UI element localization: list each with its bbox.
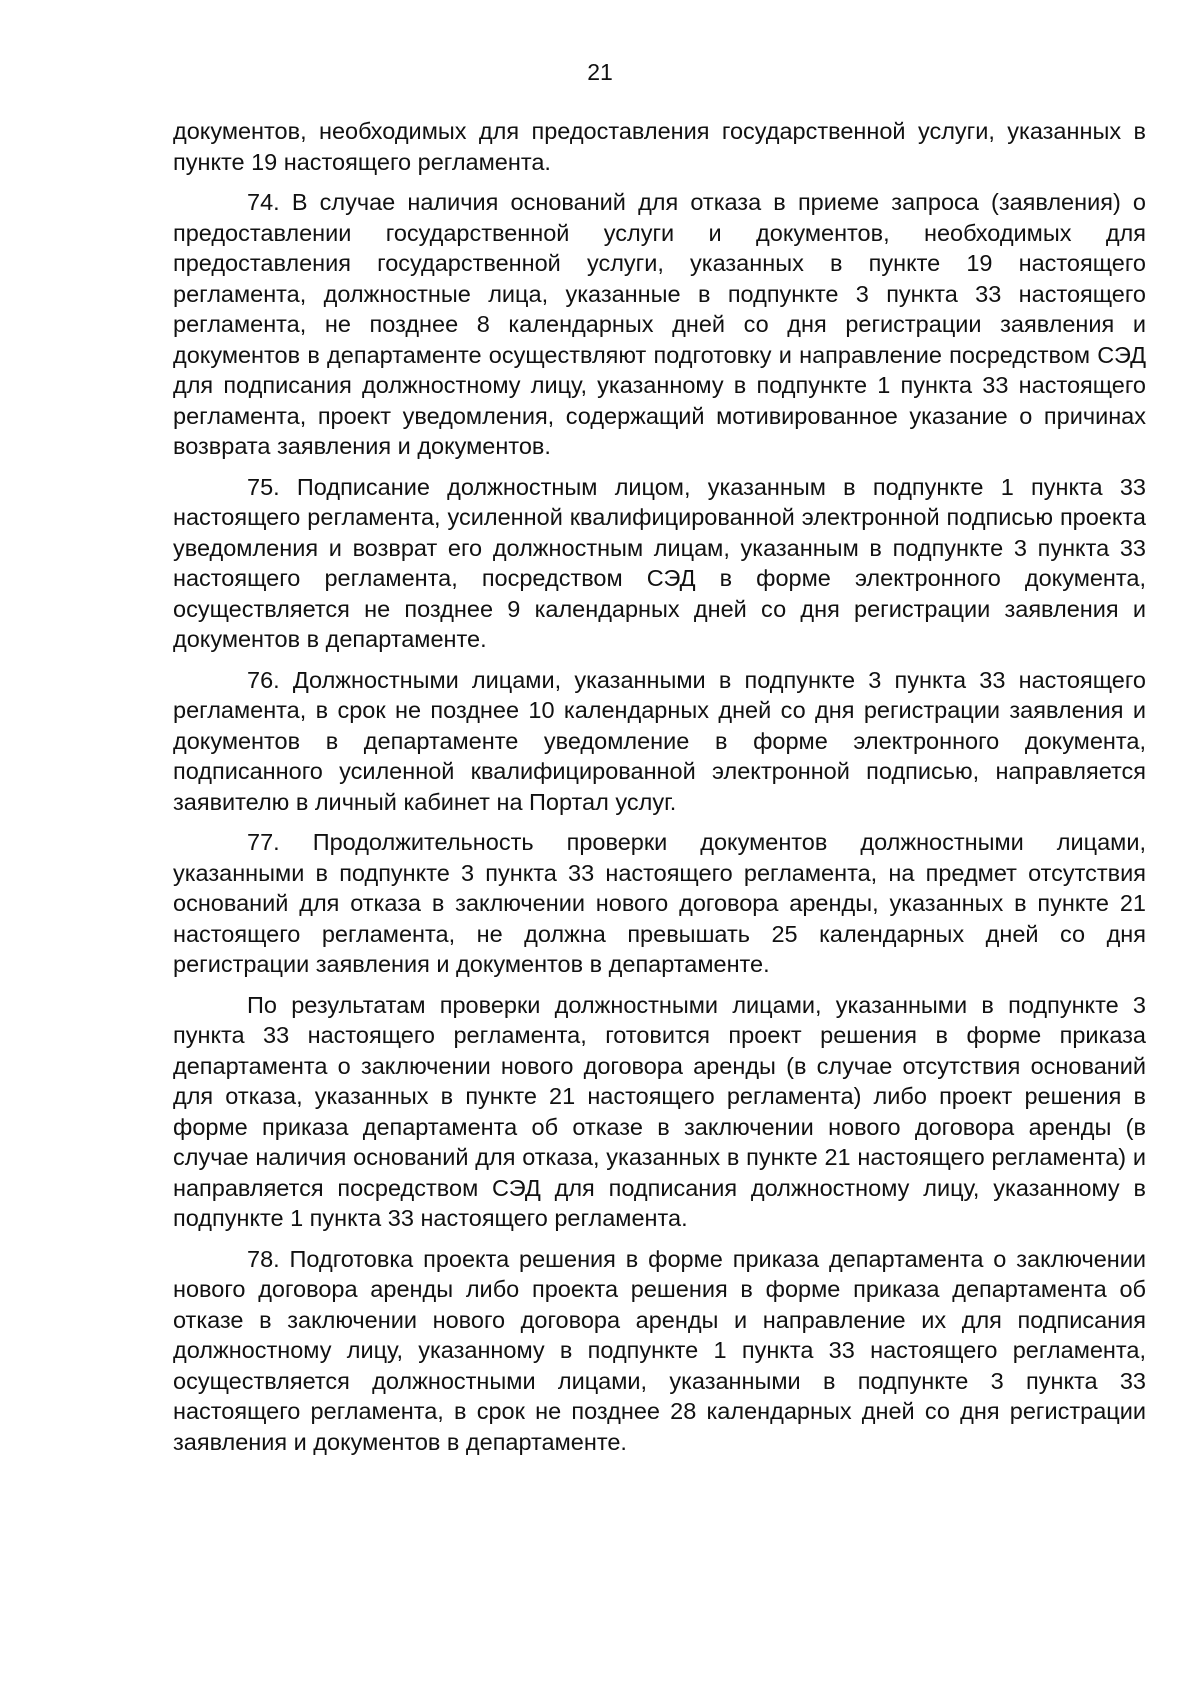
paragraph-76: 76. Должностными лицами, указанными в подпункте 3 пункта 33 настоящего регламента, в срок не позднее 10 календарных дней со дня регистрации заявления и документов в департаменте уведомление в форме электронного документа, подписанного усиленной квалифицированной электронной подписью, направляется заявителю в личный кабинет на Портал услуг. (173, 666, 1146, 815)
paragraph-78: 78. Подготовка проекта решения в форме приказа департамента о заключении нового договора аренды либо проекта решения в форме приказа департамента об отказе в заключении нового договора аренды и направление их для подписания должностному лицу, указанному в подпункте 1 пункта 33 настоящего регламента, осуществляется должностными лицами, указанными в подпункте 3 пункта 33 настоящего регламента, в срок не позднее 28 календарных дней со дня регистрации заявления и документов в департаменте. (173, 1245, 1146, 1455)
paragraph-75: 75. Подписание должностным лицом, указанным в подпункте 1 пункта 33 настоящего регламента, усиленной квалифицированной электронной подписью проекта уведомления и возврат его должностным лицам, указанным в подпункте 3 пункта 33 настоящего регламента, посредством СЭД в форме электронного документа, осуществляется не позднее 9 календарных дней со дня регистрации заявления и документов в департаменте. (173, 473, 1146, 652)
paragraph-77: 77. Продолжительность проверки документов должностными лицами, указанными в подпункте 3 пункта 33 настоящего регламента, на предмет отсутствия оснований для отказа в заключении нового договора аренды, указанных в пункте 21 настоящего регламента, не должна превышать 25 календарных дней со дня регистрации заявления и документов в департаменте. (173, 829, 1146, 977)
page-number: 21 (587, 59, 613, 85)
paragraph-74: 74. В случае наличия оснований для отказа в приеме запроса (заявления) о предоставлении государственной услуги и документов, необходимых для предоставления государственной услуги, указанных в пункте 19 настоящего регламента, должностные лица, указанные в подпункте 3 пункта 33 настоящего регламента, не позднее 8 календарных дней со дня регистрации заявления и документов в департаменте осуществляют подготовку и направление посредством СЭД для подписания должностному лицу, указанному в подпункте 1 пункта 33 настоящего регламента, проект уведомления, содержащий мотивированное указание о причинах возврата заявления и документов. (173, 189, 1146, 459)
document-body (173, 116, 1146, 1467)
paragraph-77-results: По результатам проверки должностными лицами, указанными в подпункте 3 пункта 33 настоящего регламента, готовится проект решения в форме приказа департамента о заключении нового договора аренды (в случае отсутствия оснований для отказа, указанных в пункте 21 настоящего регламента) либо проект решения в форме приказа департамента об отказе в заключении нового договора аренды (в случае наличия оснований для отказа, указанных в пункте 21 настоящего регламента) и направляется посредством СЭД для подписания должностному лицу, указанному в подпункте 1 пункта 33 настоящего регламента. (173, 991, 1146, 1231)
paragraph-continuation: документов, необходимых для предоставления государственной услуги, указанных в пункте 19 настоящего регламента. (173, 118, 1146, 175)
